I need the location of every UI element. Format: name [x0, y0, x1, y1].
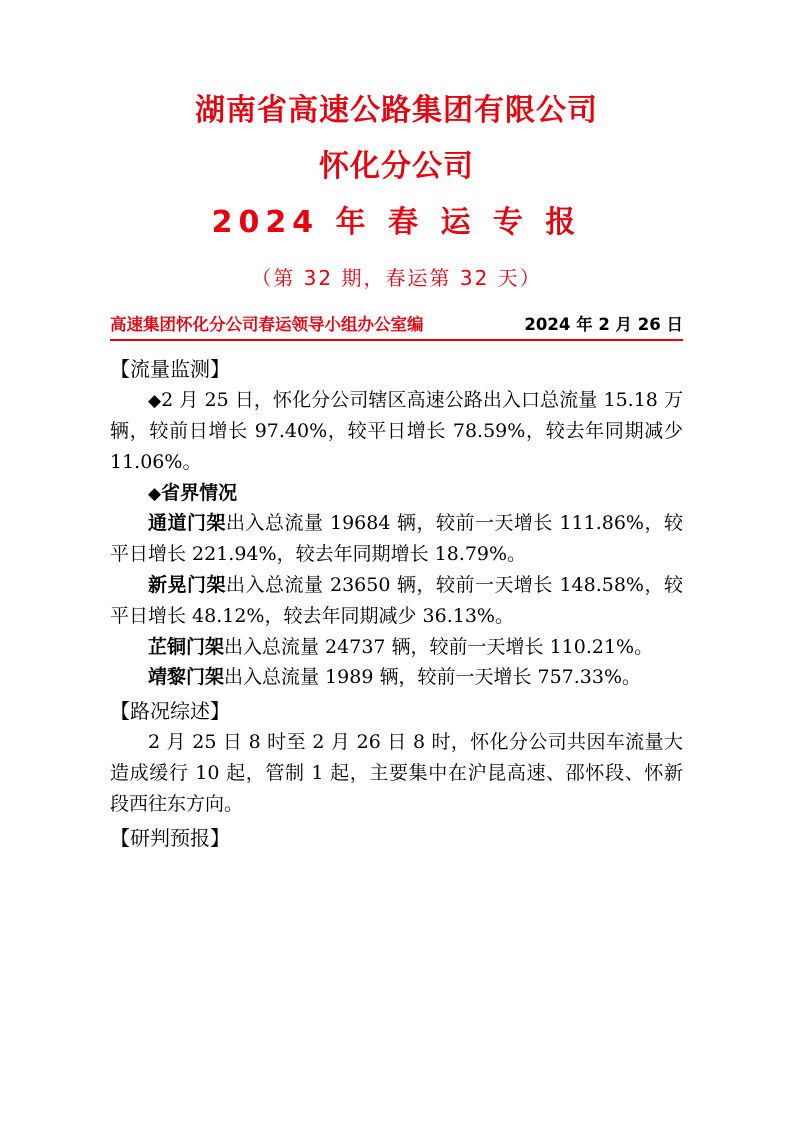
issuer-label: 高速集团怀化分公司春运领导小组办公室编 — [110, 315, 424, 334]
title-line-report: 2024 年 春 运 专 报 — [211, 205, 582, 240]
section-heading-forecast: 【研判预报】 — [110, 825, 230, 850]
paragraph-road-summary: 2 月 25 日 8 时至 2 月 26 日 8 时，怀化分公司共因车流量大造成缓行 10 起，管制 1 起，主要集中在沪昆高速、邵怀段、怀新段西往东方向。 — [110, 731, 683, 815]
paragraph-total-flow-text: 2 月 25 日，怀化分公司辖区高速公路出入口总流量 15.18 万辆，较前日增长 97.40%，较平日增长 78.59%，较去年同期减少 11.06%。 — [110, 389, 683, 473]
section-heading-road-conditions: 【路况综述】 — [110, 699, 230, 724]
section-heading-traffic: 【流量监测】 — [110, 357, 230, 381]
gantry-text-xinhuang: 出入总流量 23650 辆，较前一天增长 148.58%，较平日增长 48.12%，较去年同期减少 36.13%。 — [110, 573, 683, 627]
gantry-name-tongdao: 通道门架 — [148, 512, 226, 535]
title-block — [110, 93, 683, 240]
issuer-row — [110, 311, 683, 341]
gantry-text-zhitong: 出入总流量 24737 辆，较前一天增长 110.21%。 — [224, 635, 654, 658]
title-line-branch: 怀化分公司 — [319, 149, 474, 184]
gantry-name-jingli: 靖黎门架 — [148, 666, 225, 689]
gantry-text-jingli: 出入总流量 1989 辆，较前一天增长 757.33%。 — [224, 666, 642, 689]
gantry-text-tongdao: 出入总流量 19684 辆，较前一天增长 111.86%，较平日增长 221.94%，较去年同期增长 18.79%。 — [110, 512, 683, 566]
paragraph-jingli — [110, 662, 683, 693]
subheading-border-situation: 省界情况 — [161, 481, 238, 504]
issue-date: 2024 年 2 月 26 日 — [524, 315, 683, 334]
paragraph-tongdao — [110, 508, 683, 570]
paragraph-total-flow — [110, 385, 683, 477]
title-line-company: 湖南省高速公路集团有限公司 — [195, 93, 598, 128]
paragraph-xinhuang — [110, 570, 683, 632]
bullet-marker: ◆ — [148, 483, 162, 504]
paragraph-border-heading — [110, 478, 683, 509]
report-subtitle: （第 32 期，春运第 32 天） — [251, 266, 542, 290]
gantry-name-xinhuang: 新晃门架 — [148, 573, 226, 596]
bullet-marker: ◆ — [148, 391, 162, 412]
gantry-name-zhitong: 芷铜门架 — [148, 635, 225, 658]
paragraph-zhitong — [110, 632, 683, 663]
